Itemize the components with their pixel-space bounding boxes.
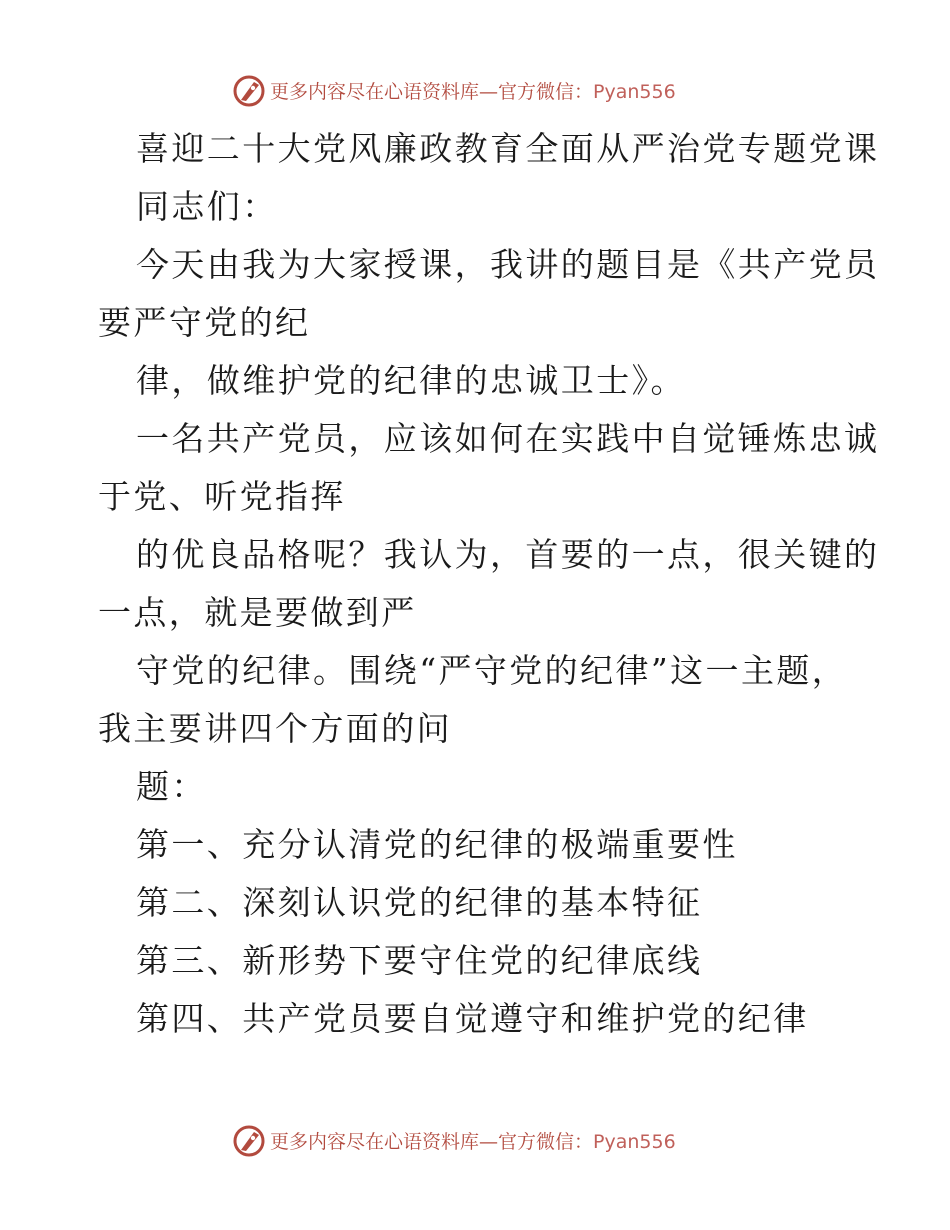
watermark-text (270, 77, 676, 104)
footer-watermark (232, 1123, 676, 1157)
pen-nib-logo-icon (232, 1123, 266, 1157)
header-watermark (232, 73, 676, 107)
paragraph-line: 一点，就是要做到严 (98, 593, 417, 632)
watermark-brand: 更多内容尽在心语资料库 (270, 80, 480, 103)
watermark-wechat-id: Pyan556 (593, 80, 676, 103)
salutation: 同志们： (136, 187, 278, 226)
list-item-first: 第一、充分认清党的纪律的极端重要性 (136, 825, 738, 864)
list-item-second: 第二、深刻认识党的纪律的基本特征 (136, 883, 703, 922)
watermark-separator: — (479, 80, 499, 103)
pen-nib-logo-icon (232, 73, 266, 107)
paragraph-line: 律，做维护党的纪律的忠诚卫士》。 (136, 361, 686, 400)
watermark-separator: — (479, 1130, 499, 1153)
paragraph-line: 今天由我为大家授课，我讲的题目是《共产党员 (136, 245, 880, 284)
paragraph-line: 一名共产党员，应该如何在实践中自觉锤炼忠诚 (136, 419, 880, 458)
watermark-official: 官方微信： (498, 1130, 594, 1153)
paragraph-line: 要严守党的纪 (98, 303, 311, 342)
document-body (98, 120, 880, 1048)
watermark-official: 官方微信： (498, 80, 594, 103)
list-item-fourth: 第四、共产党员要自觉遵守和维护党的纪律 (136, 999, 809, 1038)
watermark-brand: 更多内容尽在心语资料库 (270, 1130, 480, 1153)
paragraph-line: 于党、听党指挥 (98, 477, 346, 516)
paragraph-line: 题： (136, 767, 207, 806)
watermark-wechat-id: Pyan556 (593, 1130, 676, 1153)
watermark-text (270, 1127, 676, 1154)
paragraph-line: 守党的纪律。围绕“严守党的纪律”这一主题， (136, 651, 848, 690)
paragraph-line: 我主要讲四个方面的问 (98, 709, 452, 748)
paragraph-line: 的优良品格呢？我认为，首要的一点，很关键的 (136, 535, 880, 574)
list-item-third: 第三、新形势下要守住党的纪律底线 (136, 941, 703, 980)
document-title: 喜迎二十大党风廉政教育全面从严治党专题党课 (136, 129, 880, 168)
